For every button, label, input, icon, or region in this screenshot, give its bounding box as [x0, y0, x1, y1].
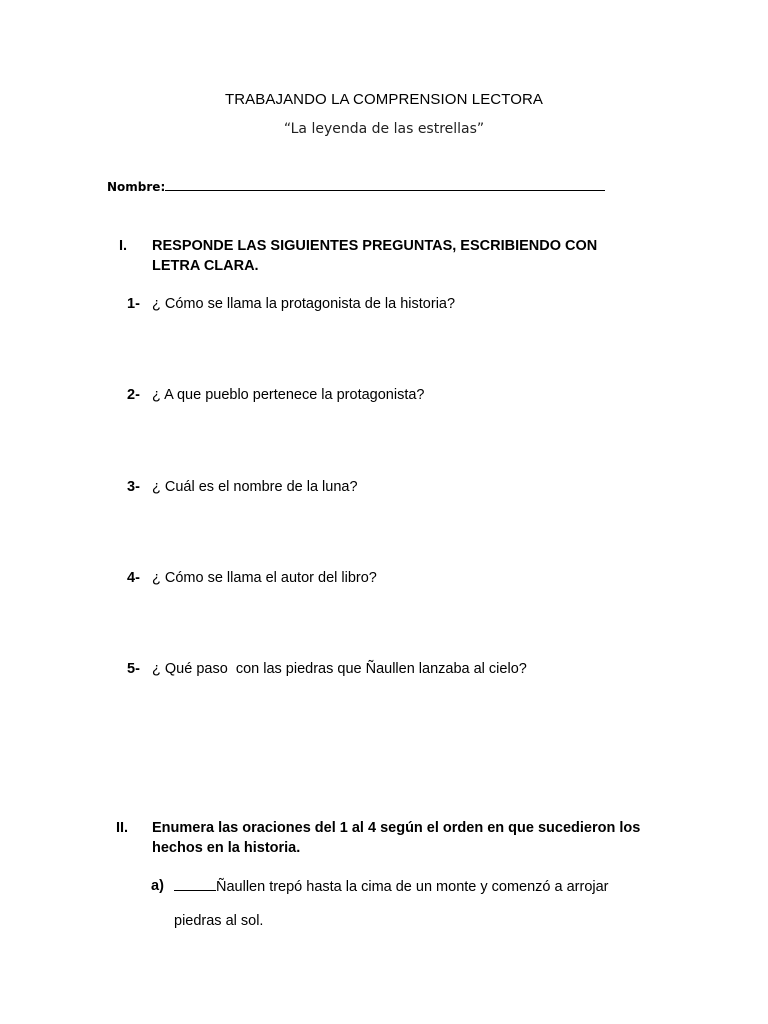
section-1-heading-line1: RESPONDE LAS SIGUIENTES PREGUNTAS, ESCRIBIENDO CON — [152, 238, 598, 254]
section-2-heading-line2: hechos en la historia. — [152, 840, 301, 856]
question-4-number: 4- — [127, 570, 140, 586]
section-2-heading — [152, 818, 640, 858]
item-a-text — [174, 878, 609, 895]
question-3-number: 3- — [127, 479, 140, 495]
question-1-text: ¿ Cómo se llama la protagonista de la historia? — [152, 296, 456, 312]
section-1-heading — [152, 236, 597, 276]
question-2-number: 2- — [127, 387, 140, 403]
page-title: TRABAJANDO LA COMPRENSION LECTORA — [224, 91, 544, 108]
question-5-text: ¿ Qué paso con las piedras que Ñaullen lanzaba al cielo? — [152, 661, 527, 677]
item-a-order-blank[interactable] — [174, 878, 216, 891]
question-1-number: 1- — [127, 296, 140, 312]
item-a-letter: a) — [151, 878, 164, 894]
question-3-text: ¿ Cuál es el nombre de la luna? — [152, 479, 358, 495]
section-1-heading-line2: LETRA CLARA. — [152, 258, 259, 274]
question-5-number: 5- — [127, 661, 140, 677]
story-title: “La leyenda de las estrellas” — [283, 121, 485, 137]
name-label: Nombre: — [107, 180, 166, 194]
question-4-text: ¿ Cómo se llama el autor del libro? — [152, 570, 377, 586]
question-2-text: ¿ A que pueblo pertenece la protagonista? — [152, 387, 425, 403]
section-2-number: II. — [116, 820, 129, 836]
name-field[interactable] — [107, 180, 605, 194]
section-2-heading-line1: Enumera las oraciones del 1 al 4 según el orden en que sucedieron los — [152, 820, 641, 836]
name-blank-line[interactable] — [165, 180, 605, 191]
item-a-text-line1: Ñaullen trepó hasta la cima de un monte y comenzó a arrojar — [216, 879, 609, 895]
item-a-text-line2: piedras al sol. — [174, 913, 264, 929]
section-1-number: I. — [119, 238, 128, 254]
